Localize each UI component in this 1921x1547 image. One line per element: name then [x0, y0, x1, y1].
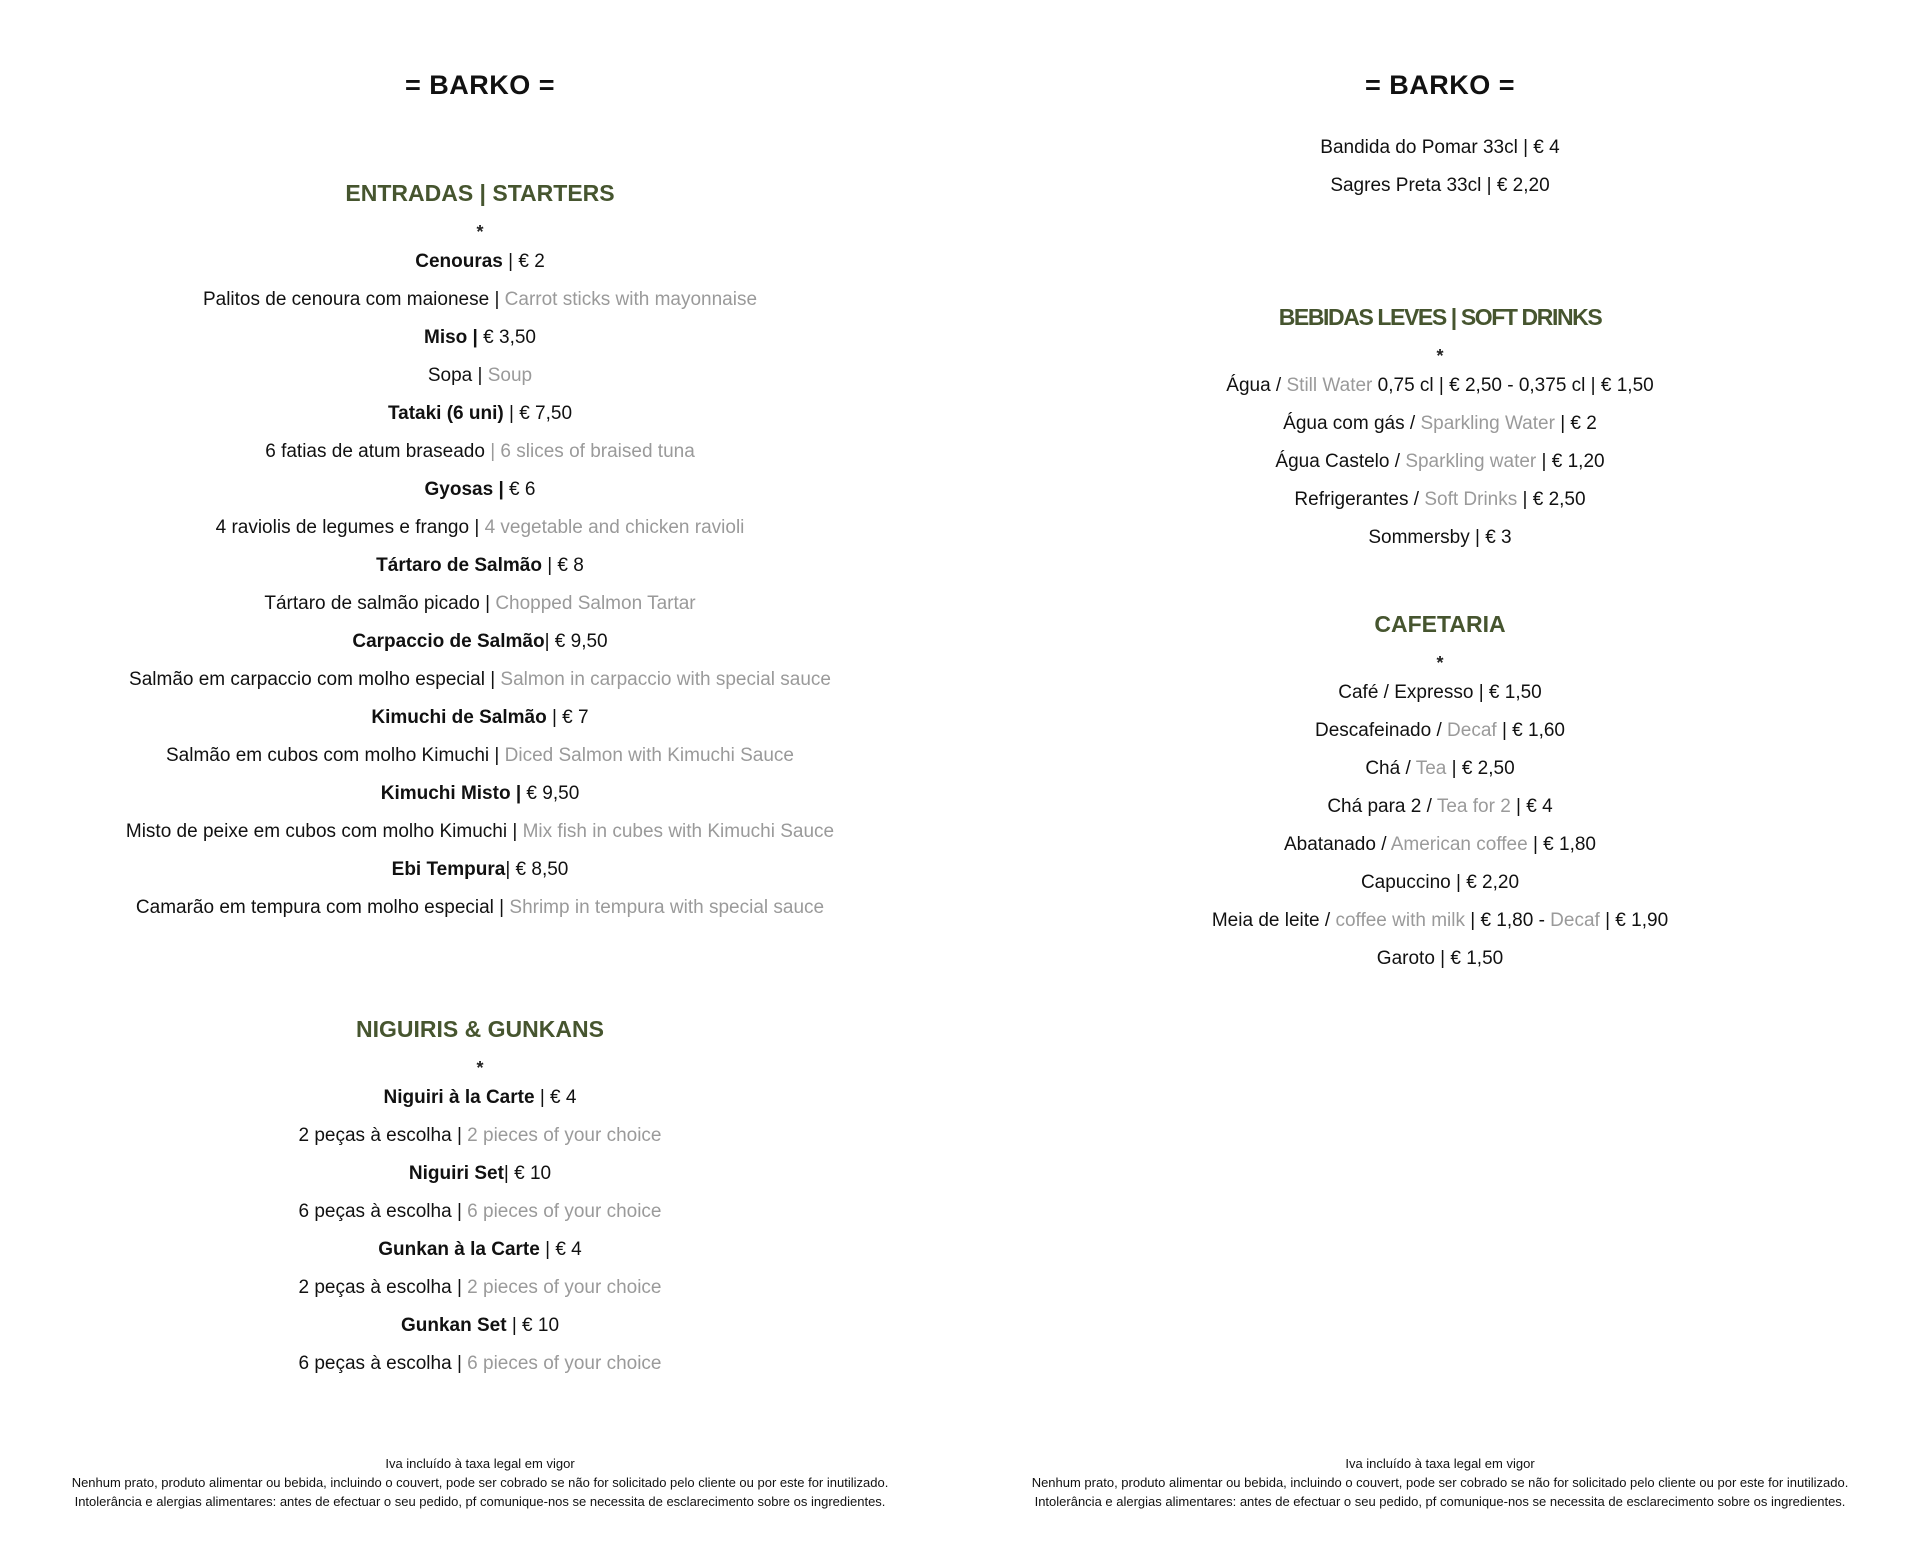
item-price: | € 7 [546, 707, 589, 728]
menu-item-description [0, 1117, 960, 1155]
menu-item-description [0, 1345, 960, 1383]
drink-translation: Soft Drinks [1424, 489, 1518, 510]
item-name: Niguiri Set [408, 1163, 504, 1184]
item-description-pt: Tártaro de salmão picado | [264, 593, 496, 614]
drink-text: Água / [1226, 375, 1287, 396]
menu-item-description [0, 509, 960, 547]
item-description-en: 6 pieces of your choice [467, 1353, 662, 1374]
drink-text: | € 1,80 [1527, 834, 1596, 855]
item-name: Miso | [424, 327, 478, 348]
menu-item-title [0, 851, 960, 889]
drink-text: Chá para 2 / [1327, 796, 1437, 817]
item-description-en: 2 pieces of your choice [467, 1125, 662, 1146]
drink-text: | € 4 [1510, 796, 1553, 817]
menu-item-description [0, 357, 960, 395]
menu-item-title [0, 623, 960, 661]
menu-page-right [960, 0, 1920, 1547]
item-price: | € 4 [539, 1239, 582, 1260]
drink-text: | € 2 [1554, 413, 1597, 434]
drink-item [960, 674, 1920, 712]
item-price: | € 10 [503, 1163, 552, 1184]
item-name: Tártaro de Salmão [376, 555, 542, 576]
drink-text: Meia de leite / [1211, 910, 1336, 931]
item-price: | € 9,50 [544, 631, 608, 652]
section-separator: * [476, 1058, 484, 1078]
drink-item [960, 443, 1920, 481]
item-description-en: Chopped Salmon Tartar [495, 593, 696, 614]
item-description-en: Diced Salmon with Kimuchi Sauce [504, 745, 794, 766]
drink-text: Abatanado / [1284, 834, 1391, 855]
item-description-en: Soup [487, 365, 533, 386]
menu-item-description [0, 661, 960, 699]
footer-notice [0, 1454, 960, 1511]
menu-item-title [0, 471, 960, 509]
item-description-pt: Misto de peixe em cubos com molho Kimuchi | [125, 821, 523, 842]
item-price: | € 7,50 [503, 403, 573, 424]
drink-item [960, 367, 1920, 405]
drink-translation: American coffee [1390, 834, 1528, 855]
footer-line: Iva incluído à taxa legal em vigor [1345, 1456, 1535, 1471]
menu-item-description [0, 585, 960, 623]
drink-text: | € 2,50 [1446, 758, 1515, 779]
item-description-pt: Salmão em carpaccio com molho especial | [129, 669, 501, 690]
menu-item-description [0, 1193, 960, 1231]
item-description-pt: 6 fatias de atum braseado [265, 441, 491, 462]
item-description-pt: 4 raviolis de legumes e frango | [215, 517, 485, 538]
footer-line: Intolerância e alergias alimentares: antes de efectuar o seu pedido, pf comunique-nos se necessita de esclarecimento sobre os ingredientes. [74, 1494, 886, 1509]
menu-page-left [0, 0, 960, 1547]
item-description-pt: 2 peças à escolha | [298, 1125, 468, 1146]
item-description-pt: 6 peças à escolha | [298, 1201, 468, 1222]
section-separator: * [1436, 346, 1444, 366]
item-name: Gunkan Set [400, 1315, 507, 1336]
item-description-en: Salmon in carpaccio with special sauce [500, 669, 831, 690]
item-description-en: | 6 slices of braised tuna [490, 441, 695, 462]
item-description-pt: Camarão em tempura com molho especial | [135, 897, 510, 918]
menu-item-list [960, 129, 1920, 205]
menu-item-title [0, 319, 960, 357]
item-name: Gunkan à la Carte [378, 1239, 540, 1260]
drink-item [960, 940, 1920, 978]
drink-text: Café / Expresso | € 1,50 [1338, 682, 1542, 703]
menu-item-description [0, 1269, 960, 1307]
item-price: € 6 [503, 479, 536, 500]
menu-item-list [0, 243, 960, 927]
section-separator: * [1436, 653, 1444, 673]
item-description-pt: Sopa | [427, 365, 488, 386]
drink-item [960, 712, 1920, 750]
section-title: BEBIDAS LEVES | SOFT DRINKS [1278, 304, 1602, 330]
menu-item-description [0, 737, 960, 775]
menu-item-title [0, 1231, 960, 1269]
drink-item [960, 788, 1920, 826]
item-name: Kimuchi Misto | [380, 783, 522, 804]
drink-translation: Decaf [1447, 720, 1497, 741]
drink-item [960, 826, 1920, 864]
item-name: Kimuchi de Salmão [371, 707, 547, 728]
section-separator: * [476, 222, 484, 242]
section-starters [0, 175, 960, 927]
drink-text: Refrigerantes / [1294, 489, 1425, 510]
drink-text: | € 1,90 [1599, 910, 1669, 931]
drink-item [960, 519, 1920, 557]
drink-item [960, 167, 1920, 205]
menu-item-title [0, 775, 960, 813]
menu-item-title [0, 1155, 960, 1193]
item-name: Carpaccio de Salmão [352, 631, 545, 652]
item-description-pt: Salmão em cubos com molho Kimuchi | [166, 745, 505, 766]
menu-item-description [0, 281, 960, 319]
section-title: NIGUIRIS & GUNKANS [356, 1016, 604, 1042]
item-description-pt: 2 peças à escolha | [298, 1277, 468, 1298]
item-price: € 9,50 [521, 783, 580, 804]
drink-text: Chá / [1365, 758, 1416, 779]
drink-item [960, 864, 1920, 902]
item-name: Tataki (6 uni) [387, 403, 504, 424]
item-price: | € 10 [506, 1315, 560, 1336]
footer-line: Intolerância e alergias alimentares: antes de efectuar o seu pedido, pf comunique-nos se necessita de esclarecimento sobre os ingredientes. [1034, 1494, 1846, 1509]
section-title: CAFETARIA [1374, 611, 1506, 637]
footer-line: Nenhum prato, produto alimentar ou bebida, incluindo o couvert, pode ser cobrado se não for solicitado pelo cliente ou por este for inutilizado. [71, 1475, 889, 1490]
item-description-en: Mix fish in cubes with Kimuchi Sauce [522, 821, 835, 842]
item-description-pt: Palitos de cenoura com maionese | [202, 289, 505, 310]
item-description-en: 6 pieces of your choice [467, 1201, 662, 1222]
drink-item [960, 405, 1920, 443]
menu-item-title [0, 1079, 960, 1117]
menu-item-list [960, 674, 1920, 978]
drink-translation: Tea [1415, 758, 1447, 779]
drink-text: | € 1,80 - [1464, 910, 1551, 931]
drink-text: Sagres Preta 33cl | € 2,20 [1330, 175, 1550, 196]
menu-item-title [0, 547, 960, 585]
menu-item-title [0, 699, 960, 737]
drink-translation: Decaf [1550, 910, 1600, 931]
drink-text: Bandida do Pomar 33cl | € 4 [1320, 137, 1560, 158]
item-description-en: Carrot sticks with mayonnaise [504, 289, 758, 310]
item-description-en: Shrimp in tempura with special sauce [509, 897, 825, 918]
item-price: | € 4 [534, 1087, 577, 1108]
menu-item-description [0, 813, 960, 851]
item-price: | € 2 [502, 251, 545, 272]
drink-text: Garoto | € 1,50 [1376, 948, 1504, 969]
drink-text: | € 1,60 [1496, 720, 1565, 741]
section-soft-drinks [960, 299, 1920, 557]
drink-item [960, 750, 1920, 788]
drink-translation: coffee with milk [1335, 910, 1465, 931]
menu-item-description [0, 889, 960, 927]
drink-text: | € 2,50 [1517, 489, 1586, 510]
item-price: € 3,50 [477, 327, 536, 348]
drink-text: Água Castelo / [1275, 451, 1406, 472]
item-name: Gyosas | [424, 479, 504, 500]
section-beers [960, 129, 1920, 205]
item-price: | € 8 [541, 555, 584, 576]
drink-text: Descafeinado / [1315, 720, 1448, 741]
drink-text: Capuccino | € 2,20 [1360, 872, 1520, 893]
brand-title: = BARKO = [404, 70, 556, 100]
drink-text: Sommersby | € 3 [1368, 527, 1512, 548]
menu-item-list [0, 1079, 960, 1383]
item-price: | € 8,50 [505, 859, 569, 880]
drink-item [960, 481, 1920, 519]
brand-title: = BARKO = [1364, 70, 1516, 100]
drink-text: Água com gás / [1283, 413, 1421, 434]
item-name: Cenouras [415, 251, 503, 272]
item-description-pt: 6 peças à escolha | [298, 1353, 468, 1374]
drink-translation: Still Water [1286, 375, 1373, 396]
drink-text: | € 1,20 [1536, 451, 1605, 472]
footer-notice [960, 1454, 1920, 1511]
menu-item-title [0, 243, 960, 281]
item-description-en: 4 vegetable and chicken ravioli [484, 517, 745, 538]
drink-text: 0,75 cl | € 2,50 - 0,375 cl | € 1,50 [1372, 375, 1654, 396]
drink-item [960, 129, 1920, 167]
item-description-en: 2 pieces of your choice [467, 1277, 662, 1298]
drink-translation: Tea for 2 [1436, 796, 1511, 817]
menu-item-list [960, 367, 1920, 557]
footer-line: Iva incluído à taxa legal em vigor [385, 1456, 575, 1471]
drink-item [960, 902, 1920, 940]
menu-item-description [0, 433, 960, 471]
menu-item-title [0, 1307, 960, 1345]
drink-translation: Sparkling water [1405, 451, 1537, 472]
menu-item-title [0, 395, 960, 433]
footer-line: Nenhum prato, produto alimentar ou bebida, incluindo o couvert, pode ser cobrado se não for solicitado pelo cliente ou por este for inutilizado. [1031, 1475, 1849, 1490]
section-cafetaria [960, 606, 1920, 978]
section-niguiris [0, 1011, 960, 1383]
item-name: Niguiri à la Carte [383, 1087, 535, 1108]
item-name: Ebi Tempura [391, 859, 506, 880]
section-title: ENTRADAS | STARTERS [345, 180, 615, 206]
drink-translation: Sparkling Water [1420, 413, 1555, 434]
